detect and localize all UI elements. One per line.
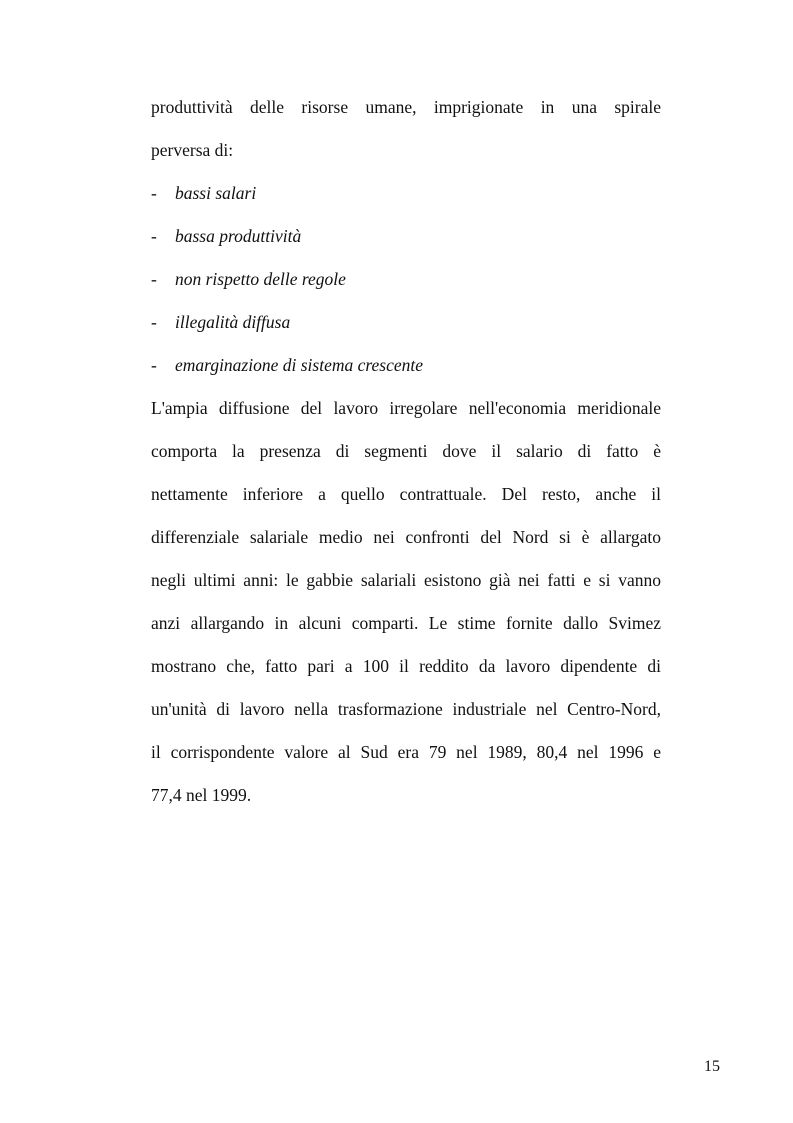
- paragraph-line: negli ultimi anni: le gabbie salariali esistono già nei fatti e si vanno: [151, 570, 661, 590]
- page-number: 15: [704, 1058, 720, 1075]
- paragraph-line: 77,4 nel 1999.: [151, 785, 252, 805]
- list-item: [151, 350, 661, 380]
- paragraph-line: il corrispondente valore al Sud era 79 nel 1989, 80,4 nel 1996 e: [151, 742, 661, 762]
- paragraph-line: comporta la presenza di segmenti dove il salario di fatto è: [151, 441, 661, 461]
- bullet-dash: -: [151, 355, 157, 375]
- paragraph-line: nettamente inferiore a quello contrattuale. Del resto, anche il: [151, 484, 661, 504]
- intro-line-1: produttività delle risorse umane, imprigionate in una spirale: [151, 97, 661, 117]
- bullet-dash: -: [151, 312, 157, 332]
- list-item: [151, 307, 661, 337]
- list-item: [151, 178, 661, 208]
- list-item-text: emarginazione di sistema crescente: [175, 355, 424, 375]
- list-item-text: bassa produttività: [175, 226, 302, 246]
- paragraph-line: un'unità di lavoro nella trasformazione industriale nel Centro-Nord,: [151, 699, 661, 719]
- list-item: [151, 264, 661, 294]
- bullet-dash: -: [151, 183, 157, 203]
- paragraph-line: differenziale salariale medio nei confronti del Nord si è allargato: [151, 527, 661, 547]
- paragraph-line: anzi allargando in alcuni comparti. Le stime fornite dallo Svimez: [151, 613, 661, 633]
- paragraph-line: mostrano che, fatto pari a 100 il reddito da lavoro dipendente di: [151, 656, 661, 676]
- bullet-dash: -: [151, 226, 157, 246]
- list-item-text: non rispetto delle regole: [175, 269, 346, 289]
- intro-line-2: perversa di:: [151, 140, 234, 160]
- paragraph-line: L'ampia diffusione del lavoro irregolare nell'economia meridionale: [151, 398, 661, 418]
- list-item: [151, 221, 661, 251]
- bullet-dash: -: [151, 269, 157, 289]
- list-item-text: bassi salari: [175, 183, 257, 203]
- list-item-text: illegalità diffusa: [175, 312, 291, 332]
